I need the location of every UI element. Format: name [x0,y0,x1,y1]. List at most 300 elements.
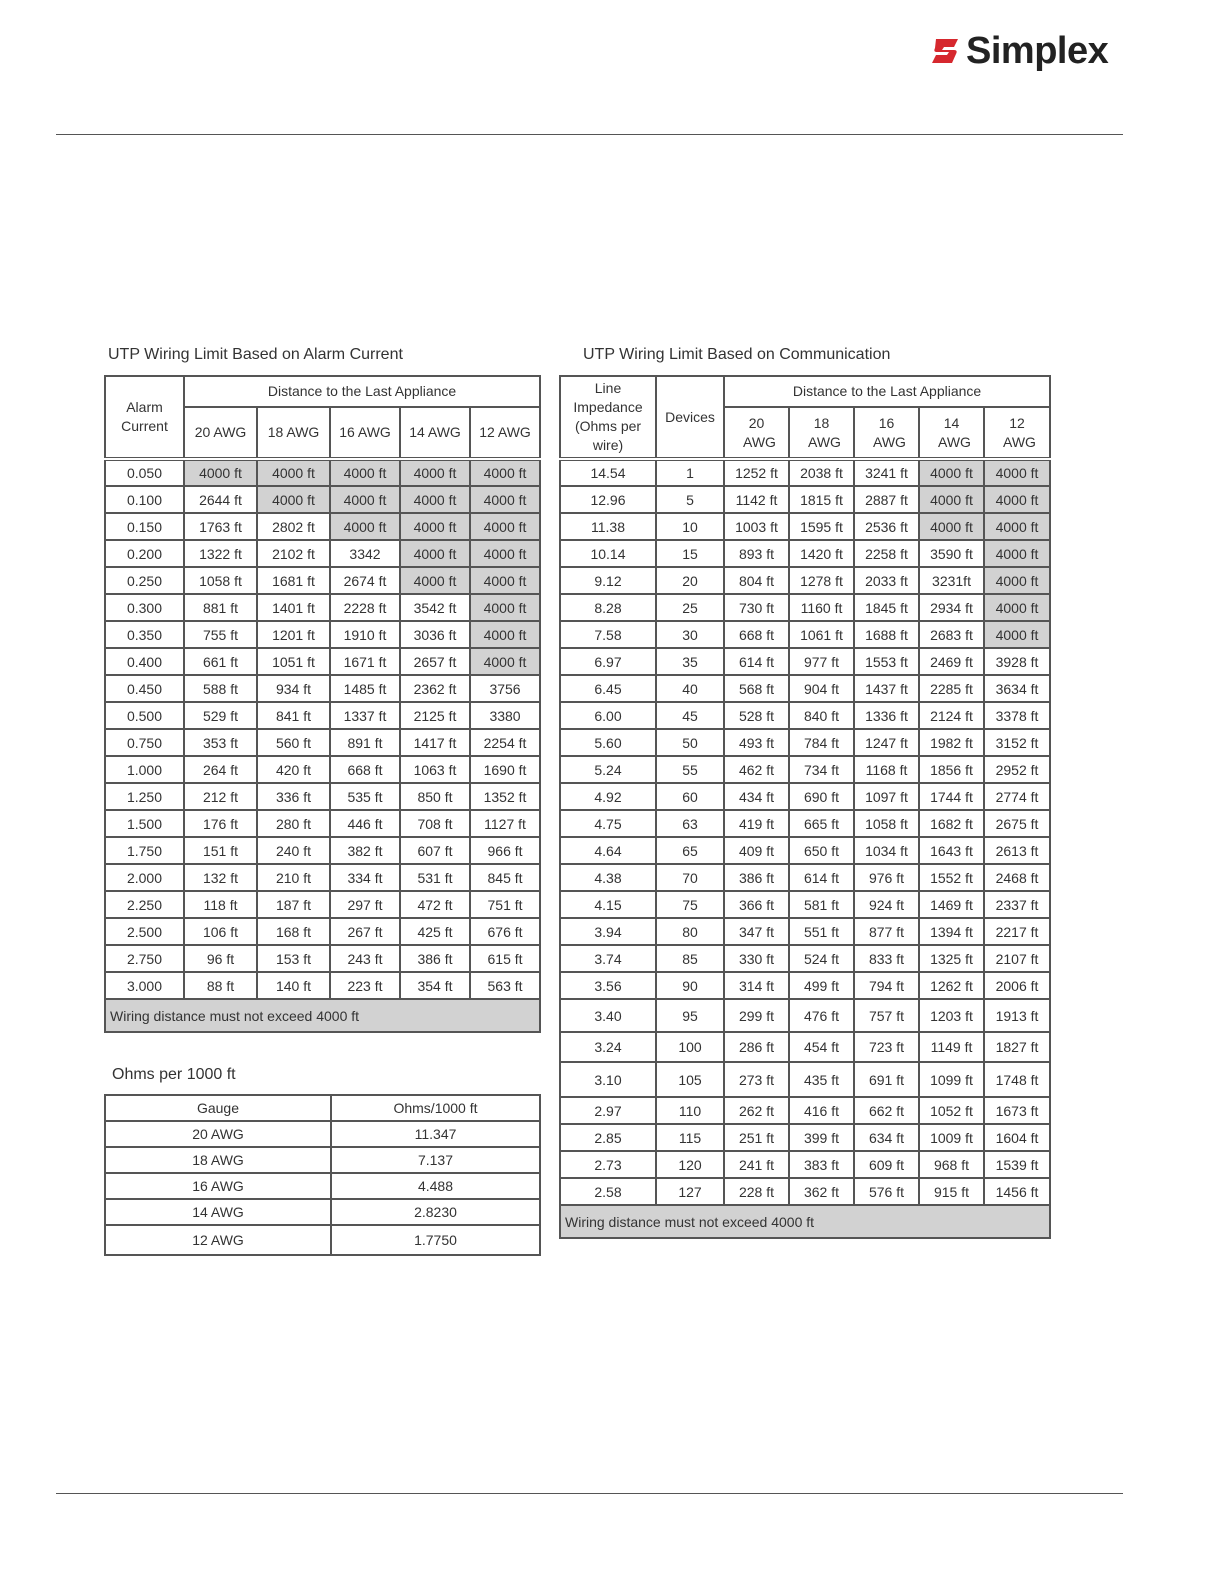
comm-col-header: 12 AWG [984,407,1050,459]
table-row [560,675,1050,702]
ohms-header: Ohms/1000 ft [331,1095,540,1121]
distance-cell: 4000 ft [400,459,470,486]
distance-cell: 1845 ft [854,594,919,621]
distance-cell: 262 ft [724,1097,789,1124]
distance-cell: 4000 ft [470,459,540,486]
line-impedance-cell: 2.97 [560,1097,656,1124]
table-row [560,756,1050,783]
distance-cell: 4000 ft [257,459,330,486]
line-impedance-cell: 5.24 [560,756,656,783]
gauge-header: Gauge [105,1095,331,1121]
table-row [560,972,1050,999]
distance-cell: 2536 ft [854,513,919,540]
gauge-cell: 16 AWG [105,1173,331,1199]
alarm-current-cell: 0.200 [105,540,184,567]
table-row [105,459,540,486]
devices-cell: 90 [656,972,724,999]
distance-cell: 891 ft [330,729,400,756]
distance-cell: 4000 ft [257,486,330,513]
table-row [560,729,1050,756]
distance-cell: 4000 ft [984,459,1050,486]
table-row [105,1225,540,1255]
table-row [105,783,540,810]
line-impedance-cell: 6.00 [560,702,656,729]
distance-cell: 2337 ft [984,891,1050,918]
devices-header: Devices [656,376,724,459]
table-row [560,1151,1050,1178]
distance-cell: 1278 ft [789,567,854,594]
distance-cell: 845 ft [470,864,540,891]
distance-cell: 1063 ft [400,756,470,783]
table-row [105,918,540,945]
table-row [560,621,1050,648]
table-row [560,891,1050,918]
distance-cell: 153 ft [257,945,330,972]
distance-cell: 476 ft [789,999,854,1032]
distance-cell: 1142 ft [724,486,789,513]
alarm-current-cell: 0.450 [105,675,184,702]
distance-cell: 132 ft [184,864,257,891]
distance-cell: 4000 ft [330,459,400,486]
distance-cell: 353 ft [184,729,257,756]
comm-table-caption: UTP Wiring Limit Based on Communication [583,346,891,363]
distance-cell: 2468 ft [984,864,1050,891]
devices-cell: 115 [656,1124,724,1151]
distance-cell: 3590 ft [919,540,984,567]
table-row [105,513,540,540]
distance-cell: 1682 ft [919,810,984,837]
distance-cell: 2613 ft [984,837,1050,864]
line-impedance-cell: 9.12 [560,567,656,594]
distance-cell: 4000 ft [400,513,470,540]
distance-cell: 382 ft [330,837,400,864]
distance-cell: 2033 ft [854,567,919,594]
alarm-current-cell: 0.100 [105,486,184,513]
distance-cell: 607 ft [400,837,470,864]
simplex-logo [930,28,1108,74]
distance-cell: 893 ft [724,540,789,567]
table-row [105,621,540,648]
distance-cell: 1203 ft [919,999,984,1032]
table-footer-row [560,1205,1050,1238]
line-impedance-cell: 4.92 [560,783,656,810]
gauge-cell: 14 AWG [105,1199,331,1225]
distance-cell: 3378 ft [984,702,1050,729]
ohms-table-caption: Ohms per 1000 ft [112,1066,236,1083]
distance-cell: 4000 ft [984,513,1050,540]
distance-cell: 2469 ft [919,648,984,675]
distance-cell: 314 ft [724,972,789,999]
distance-cell: 462 ft [724,756,789,783]
distance-cell: 1688 ft [854,621,919,648]
distance-cell: 2217 ft [984,918,1050,945]
table-row [560,513,1050,540]
comm-col-header: 16 AWG [854,407,919,459]
distance-cell: 4000 ft [984,621,1050,648]
footer-divider [56,1493,1123,1494]
table-row [560,945,1050,972]
devices-cell: 25 [656,594,724,621]
distance-cell: 106 ft [184,918,257,945]
table-row [560,810,1050,837]
distance-cell: 416 ft [789,1097,854,1124]
comm-table-footnote: Wiring distance must not exceed 4000 ft [560,1205,1050,1238]
distance-cell: 96 ft [184,945,257,972]
alarm-current-cell: 2.500 [105,918,184,945]
table-row [105,1173,540,1199]
distance-cell: 1456 ft [984,1178,1050,1205]
alarm-current-table [104,375,541,1033]
distance-cell: 1097 ft [854,783,919,810]
distance-cell: 4000 ft [984,540,1050,567]
table-row [105,837,540,864]
distance-cell: 1336 ft [854,702,919,729]
distance-cell: 2644 ft [184,486,257,513]
devices-cell: 40 [656,675,724,702]
table-row [560,594,1050,621]
table-row [105,1121,540,1147]
devices-cell: 70 [656,864,724,891]
distance-cell: 968 ft [919,1151,984,1178]
distance-cell: 4000 ft [470,567,540,594]
distance-cell: 924 ft [854,891,919,918]
devices-cell: 110 [656,1097,724,1124]
distance-cell: 1417 ft [400,729,470,756]
line-impedance-cell: 10.14 [560,540,656,567]
simplex-logo-mark-icon [930,35,962,67]
line-impedance-cell: 4.38 [560,864,656,891]
line-impedance-cell: 8.28 [560,594,656,621]
distance-cell: 118 ft [184,891,257,918]
devices-cell: 65 [656,837,724,864]
alarm-current-cell: 3.000 [105,972,184,999]
distance-cell: 297 ft [330,891,400,918]
distance-cell: 267 ft [330,918,400,945]
table-row [560,1032,1050,1062]
distance-cell: 1168 ft [854,756,919,783]
distance-cell: 1748 ft [984,1062,1050,1097]
table-row [105,972,540,999]
alarm-current-cell: 1.000 [105,756,184,783]
table-row [560,1097,1050,1124]
table-row [105,702,540,729]
alarm-distance-group-header: Distance to the Last Appliance [184,376,540,407]
distance-cell: 2254 ft [470,729,540,756]
distance-cell: 1127 ft [470,810,540,837]
distance-cell: 614 ft [724,648,789,675]
distance-cell: 966 ft [470,837,540,864]
distance-cell: 614 ft [789,864,854,891]
distance-cell: 1420 ft [789,540,854,567]
devices-cell: 100 [656,1032,724,1062]
alarm-table-caption: UTP Wiring Limit Based on Alarm Current [108,346,403,363]
distance-cell: 1744 ft [919,783,984,810]
line-impedance-cell: 14.54 [560,459,656,486]
table-row [105,729,540,756]
distance-cell: 280 ft [257,810,330,837]
devices-cell: 30 [656,621,724,648]
table-row [105,864,540,891]
table-row [105,486,540,513]
distance-cell: 1201 ft [257,621,330,648]
distance-cell: 1051 ft [257,648,330,675]
table-row [560,702,1050,729]
line-impedance-cell: 4.15 [560,891,656,918]
distance-cell: 3634 ft [984,675,1050,702]
distance-cell: 3756 [470,675,540,702]
distance-cell: 4000 ft [984,567,1050,594]
line-impedance-cell: 3.10 [560,1062,656,1097]
distance-cell: 140 ft [257,972,330,999]
table-row [560,1178,1050,1205]
devices-cell: 10 [656,513,724,540]
distance-cell: 1052 ft [919,1097,984,1124]
distance-cell: 2657 ft [400,648,470,675]
line-impedance-cell: 2.58 [560,1178,656,1205]
distance-cell: 409 ft [724,837,789,864]
distance-cell: 1160 ft [789,594,854,621]
distance-cell: 662 ft [854,1097,919,1124]
distance-cell: 435 ft [789,1062,854,1097]
table-row [560,999,1050,1032]
distance-cell: 3152 ft [984,729,1050,756]
distance-cell: 264 ft [184,756,257,783]
distance-cell: 286 ft [724,1032,789,1062]
distance-cell: 1009 ft [919,1124,984,1151]
distance-cell: 730 ft [724,594,789,621]
distance-cell: 4000 ft [400,486,470,513]
alarm-current-cell: 0.350 [105,621,184,648]
table-row [560,1062,1050,1097]
distance-cell: 1247 ft [854,729,919,756]
devices-cell: 105 [656,1062,724,1097]
distance-cell: 2675 ft [984,810,1050,837]
line-impedance-cell: 6.45 [560,675,656,702]
alarm-current-cell: 1.750 [105,837,184,864]
distance-cell: 757 ft [854,999,919,1032]
table-row [105,1199,540,1225]
distance-cell: 609 ft [854,1151,919,1178]
distance-cell: 386 ft [724,864,789,891]
table-row [105,594,540,621]
distance-cell: 4000 ft [984,486,1050,513]
distance-cell: 241 ft [724,1151,789,1178]
distance-cell: 2285 ft [919,675,984,702]
distance-cell: 4000 ft [330,486,400,513]
devices-cell: 20 [656,567,724,594]
distance-cell: 1003 ft [724,513,789,540]
distance-cell: 668 ft [724,621,789,648]
alarm-current-cell: 0.400 [105,648,184,675]
distance-cell: 1553 ft [854,648,919,675]
ohms-cell: 4.488 [331,1173,540,1199]
comm-col-header: 18 AWG [789,407,854,459]
devices-cell: 35 [656,648,724,675]
distance-cell: 650 ft [789,837,854,864]
distance-cell: 1763 ft [184,513,257,540]
line-impedance-cell: 3.74 [560,945,656,972]
distance-cell: 1827 ft [984,1032,1050,1062]
distance-cell: 581 ft [789,891,854,918]
table-row [560,567,1050,594]
distance-cell: 751 ft [470,891,540,918]
distance-cell: 1325 ft [919,945,984,972]
distance-cell: 210 ft [257,864,330,891]
distance-cell: 425 ft [400,918,470,945]
distance-cell: 176 ft [184,810,257,837]
distance-cell: 2006 ft [984,972,1050,999]
distance-cell: 273 ft [724,1062,789,1097]
table-row [560,918,1050,945]
distance-cell: 4000 ft [919,486,984,513]
alarm-col-header: 12 AWG [470,407,540,459]
devices-cell: 120 [656,1151,724,1178]
distance-cell: 383 ft [789,1151,854,1178]
table-row [560,837,1050,864]
distance-cell: 1552 ft [919,864,984,891]
distance-cell: 434 ft [724,783,789,810]
table-row [105,675,540,702]
alarm-current-header: Alarm Current [105,376,184,459]
distance-cell: 535 ft [330,783,400,810]
line-impedance-cell: 2.85 [560,1124,656,1151]
alarm-current-cell: 0.150 [105,513,184,540]
gauge-cell: 20 AWG [105,1121,331,1147]
distance-cell: 228 ft [724,1178,789,1205]
distance-cell: 634 ft [854,1124,919,1151]
ohms-cell: 11.347 [331,1121,540,1147]
distance-cell: 794 ft [854,972,919,999]
line-impedance-cell: 2.73 [560,1151,656,1178]
distance-cell: 1058 ft [854,810,919,837]
line-impedance-cell: 6.97 [560,648,656,675]
distance-cell: 251 ft [724,1124,789,1151]
distance-cell: 691 ft [854,1062,919,1097]
distance-cell: 568 ft [724,675,789,702]
distance-cell: 2258 ft [854,540,919,567]
alarm-current-cell: 1.500 [105,810,184,837]
distance-cell: 499 ft [789,972,854,999]
alarm-col-header: 20 AWG [184,407,257,459]
devices-cell: 127 [656,1178,724,1205]
comm-distance-group-header: Distance to the Last Appliance [724,376,1050,407]
distance-cell: 3928 ft [984,648,1050,675]
line-impedance-cell: 4.75 [560,810,656,837]
alarm-col-header: 14 AWG [400,407,470,459]
table-row [105,567,540,594]
distance-cell: 1061 ft [789,621,854,648]
distance-cell: 1485 ft [330,675,400,702]
distance-cell: 531 ft [400,864,470,891]
distance-cell: 399 ft [789,1124,854,1151]
ohms-cell: 7.137 [331,1147,540,1173]
distance-cell: 4000 ft [184,459,257,486]
distance-cell: 841 ft [257,702,330,729]
table-row [560,459,1050,486]
distance-cell: 1539 ft [984,1151,1050,1178]
distance-cell: 2683 ft [919,621,984,648]
distance-cell: 2952 ft [984,756,1050,783]
distance-cell: 563 ft [470,972,540,999]
distance-cell: 934 ft [257,675,330,702]
distance-cell: 2102 ft [257,540,330,567]
distance-cell: 524 ft [789,945,854,972]
distance-cell: 4000 ft [470,594,540,621]
distance-cell: 804 ft [724,567,789,594]
distance-cell: 1149 ft [919,1032,984,1062]
distance-cell: 665 ft [789,810,854,837]
distance-cell: 1352 ft [470,783,540,810]
distance-cell: 4000 ft [919,513,984,540]
distance-cell: 615 ft [470,945,540,972]
distance-cell: 4000 ft [470,540,540,567]
line-impedance-header: Line Impedance (Ohms per wire) [560,376,656,459]
alarm-current-cell: 0.050 [105,459,184,486]
line-impedance-cell: 7.58 [560,621,656,648]
ohms-per-1000ft-table [104,1094,541,1256]
header-divider [56,134,1123,135]
distance-cell: 1910 ft [330,621,400,648]
line-impedance-cell: 3.24 [560,1032,656,1062]
distance-cell: 1673 ft [984,1097,1050,1124]
distance-cell: 1856 ft [919,756,984,783]
distance-cell: 708 ft [400,810,470,837]
distance-cell: 755 ft [184,621,257,648]
distance-cell: 366 ft [724,891,789,918]
comm-col-header: 20 AWG [724,407,789,459]
table-row [560,540,1050,567]
distance-cell: 3380 [470,702,540,729]
distance-cell: 877 ft [854,918,919,945]
distance-cell: 1099 ft [919,1062,984,1097]
distance-cell: 661 ft [184,648,257,675]
distance-cell: 551 ft [789,918,854,945]
distance-cell: 243 ft [330,945,400,972]
distance-cell: 2887 ft [854,486,919,513]
alarm-current-cell: 2.250 [105,891,184,918]
table-row [560,1124,1050,1151]
table-row [560,864,1050,891]
distance-cell: 1681 ft [257,567,330,594]
table-row [105,756,540,783]
alarm-current-cell: 2.000 [105,864,184,891]
distance-cell: 1643 ft [919,837,984,864]
alarm-col-header: 16 AWG [330,407,400,459]
table-row [560,783,1050,810]
distance-cell: 354 ft [400,972,470,999]
distance-cell: 2038 ft [789,459,854,486]
distance-cell: 2774 ft [984,783,1050,810]
distance-cell: 850 ft [400,783,470,810]
alarm-current-cell: 0.250 [105,567,184,594]
table-row [105,648,540,675]
distance-cell: 4000 ft [400,567,470,594]
alarm-current-cell: 2.750 [105,945,184,972]
ohms-cell: 1.7750 [331,1225,540,1255]
distance-cell: 2802 ft [257,513,330,540]
devices-cell: 1 [656,459,724,486]
distance-cell: 3342 [330,540,400,567]
table-row [105,945,540,972]
table-row [105,810,540,837]
table-row [105,1147,540,1173]
alarm-current-cell: 0.500 [105,702,184,729]
alarm-current-cell: 0.300 [105,594,184,621]
devices-cell: 75 [656,891,724,918]
distance-cell: 493 ft [724,729,789,756]
line-impedance-cell: 4.64 [560,837,656,864]
distance-cell: 187 ft [257,891,330,918]
